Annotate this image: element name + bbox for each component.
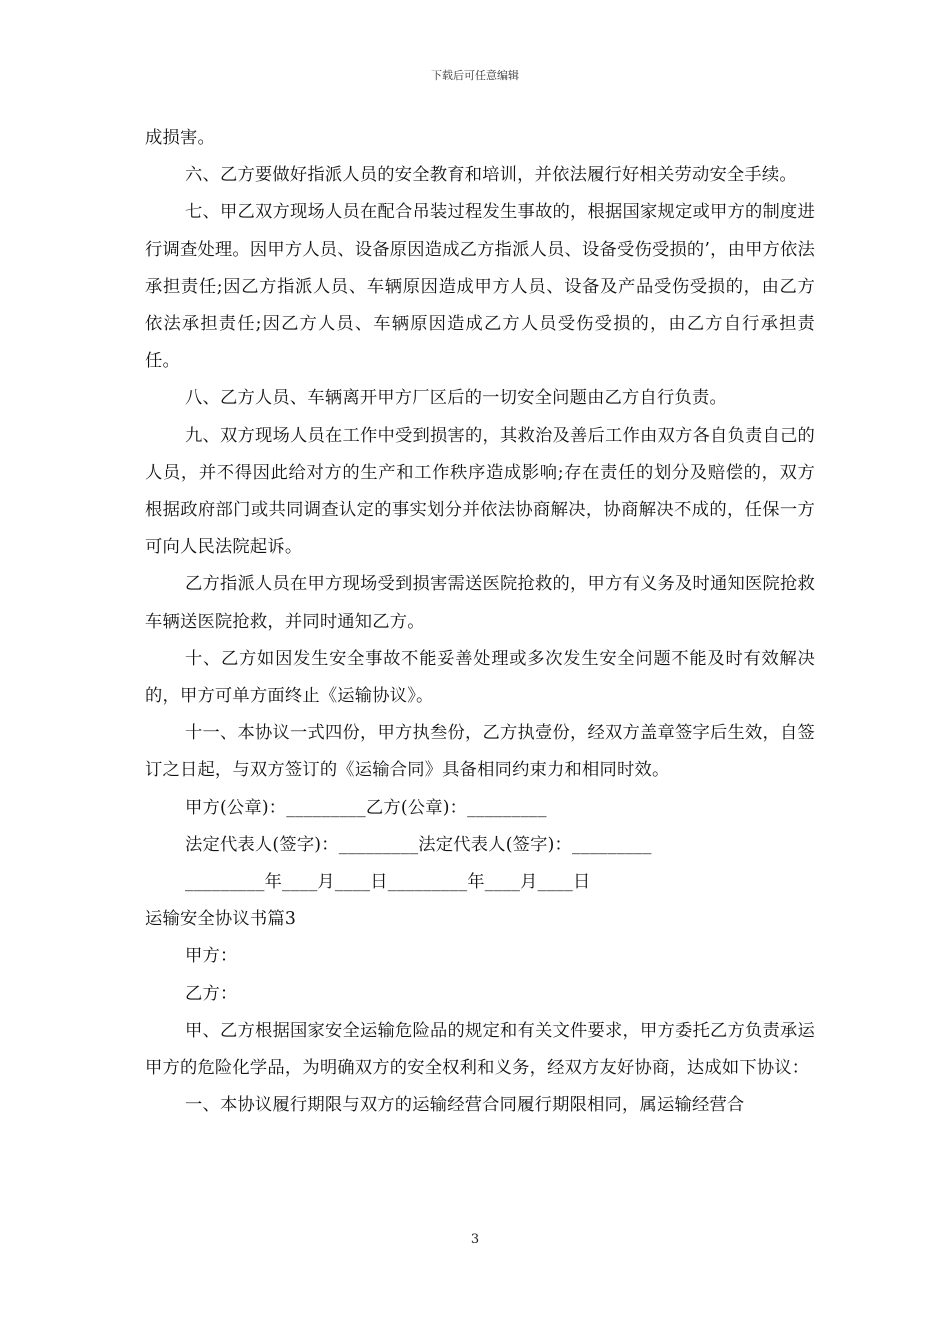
paragraph-clause-1: 一、本协议履行期限与双方的运输经营合同履行期限相同，属运输经营合 <box>185 1095 745 1116</box>
paragraph-continuation: 成损害。 <box>145 128 215 148</box>
paragraph-clause-9: 九、双方现场人员在工作中受到损害的，其救治及善后工作由双方各自负责自己的人员，并不得因此给对方的生产和工作秩序造成影响;存在责任的划分及赔偿的，双方根据政府部门或共同调查认定的事实划分并依法协商解决，协商解决不成的，任保一方可向人民法院起诉。 <box>145 425 815 558</box>
signature-date-line: _________年____月____日_________年____月____日 <box>185 872 591 893</box>
paragraph-clause-10: 十、乙方如因发生安全事故不能妥善处理或多次发生安全问题不能及时有效解决的，甲方可单方面终止《运输协议》。 <box>145 648 815 707</box>
page-header: 下载后可任意编辑 <box>431 69 519 82</box>
paragraph-clause-9-supplement: 乙方指派人员在甲方现场受到损害需送医院抢救的，甲方有义务及时通知医院抢救车辆送医院抢救，并同时通知乙方。 <box>145 574 815 632</box>
paragraph-clause-7: 七、甲乙双方现场人员在配合吊装过程发生事故的，根据国家规定或甲方的制度进行调查处理。因甲方人员、设备原因造成乙方指派人员、设备受伤受损的’，由甲方依法承担责任;因乙方指派人员、车辆原因造成甲方人员、设备及产品受伤受损的，由乙方依法承担责任;因乙方人员、车辆原因造成乙方人员受伤受损的，由乙方自行承担责任。 <box>145 202 815 372</box>
paragraph-clause-6: 六、乙方要做好指派人员的安全教育和培训，并依法履行好相关劳动安全手续。 <box>185 165 797 186</box>
section-title: 运输安全协议书篇3 <box>145 909 297 930</box>
party-a-line: 甲方： <box>185 946 238 967</box>
paragraph-preamble: 甲、乙方根据国家安全运输危险品的规定和有关文件要求，甲方委托乙方负责承运甲方的危险化学品，为明确双方的安全权利和义务，经双方友好协商，达成如下协议： <box>145 1020 815 1079</box>
signature-seal-line: 甲方(公章)：_________乙方(公章)：_________ <box>185 797 547 818</box>
party-b-line: 乙方： <box>185 983 238 1004</box>
signature-representative-line: 法定代表人(签字)：_________法定代表人(签字)：_________ <box>185 834 652 855</box>
paragraph-clause-11: 十一、本协议一式四份，甲方执叁份，乙方执壹份，经双方盖章签字后生效，自签订之日起，与双方签订的《运输合同》具备相同约束力和相同时效。 <box>145 723 815 781</box>
document-body <box>145 120 815 1124</box>
paragraph-clause-8: 八、乙方人员、车辆离开甲方厂区后的一切安全问题由乙方自行负责。 <box>185 388 727 409</box>
page-number: 3 <box>470 1232 480 1247</box>
